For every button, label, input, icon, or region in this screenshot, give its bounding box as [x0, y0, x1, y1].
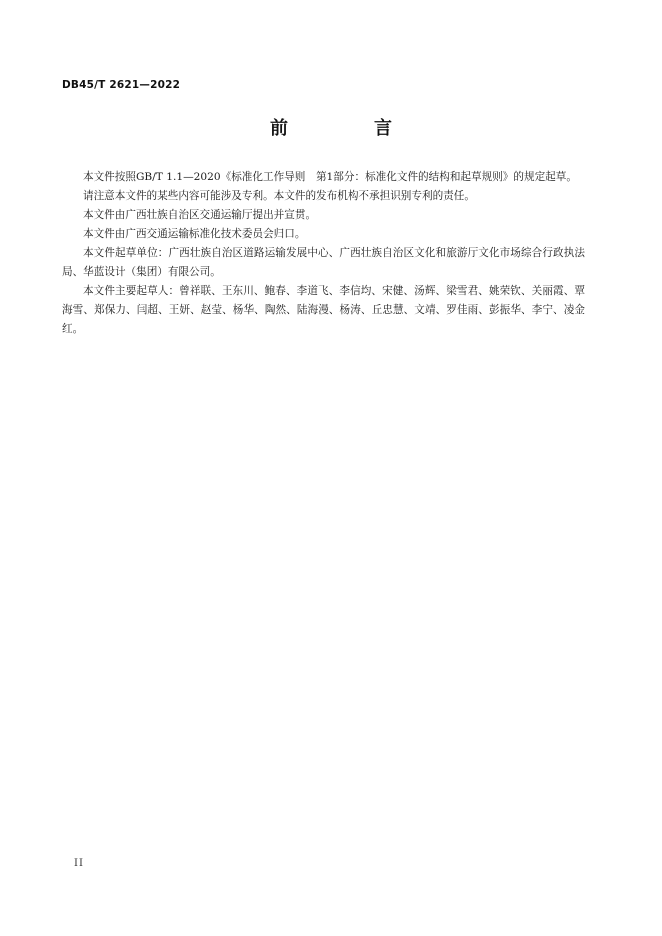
paragraph-drafters: 本文件主要起草人：曾祥联、王东川、鲍春、李道飞、李信均、宋健、汤辉、梁雪君、姚荣钦、关丽霞、覃海雪、郑保力、闫超、王妍、赵莹、杨华、陶然、陆海漫、杨涛、丘忠慧、文靖、罗佳雨、彭振华、李宁、凌金红。 [62, 285, 585, 335]
paragraph-drafting-units: 本文件起草单位：广西壮族自治区道路运输发展中心、广西壮族自治区文化和旅游厅文化市场综合行政执法局、华蓝设计（集团）有限公司。 [62, 247, 585, 278]
paragraph-drafting-rules: 本文件按照GB/T 1.1—2020《标准化工作导则 第1部分：标准化文件的结构和起草规则》的规定起草。 [83, 171, 577, 183]
document-code: DB45/T 2621—2022 [62, 79, 181, 91]
page-title: 前 言 [270, 118, 426, 139]
paragraph-committee: 本文件由广西交通运输标准化技术委员会归口。 [83, 228, 306, 240]
paragraph-patent-notice: 请注意本文件的某些内容可能涉及专利。本文件的发布机构不承担识别专利的责任。 [83, 190, 475, 202]
paragraph-proposer: 本文件由广西壮族自治区交通运输厅提出并宣贯。 [83, 209, 317, 221]
page-number: II [74, 858, 84, 869]
foreword-body [62, 168, 585, 339]
